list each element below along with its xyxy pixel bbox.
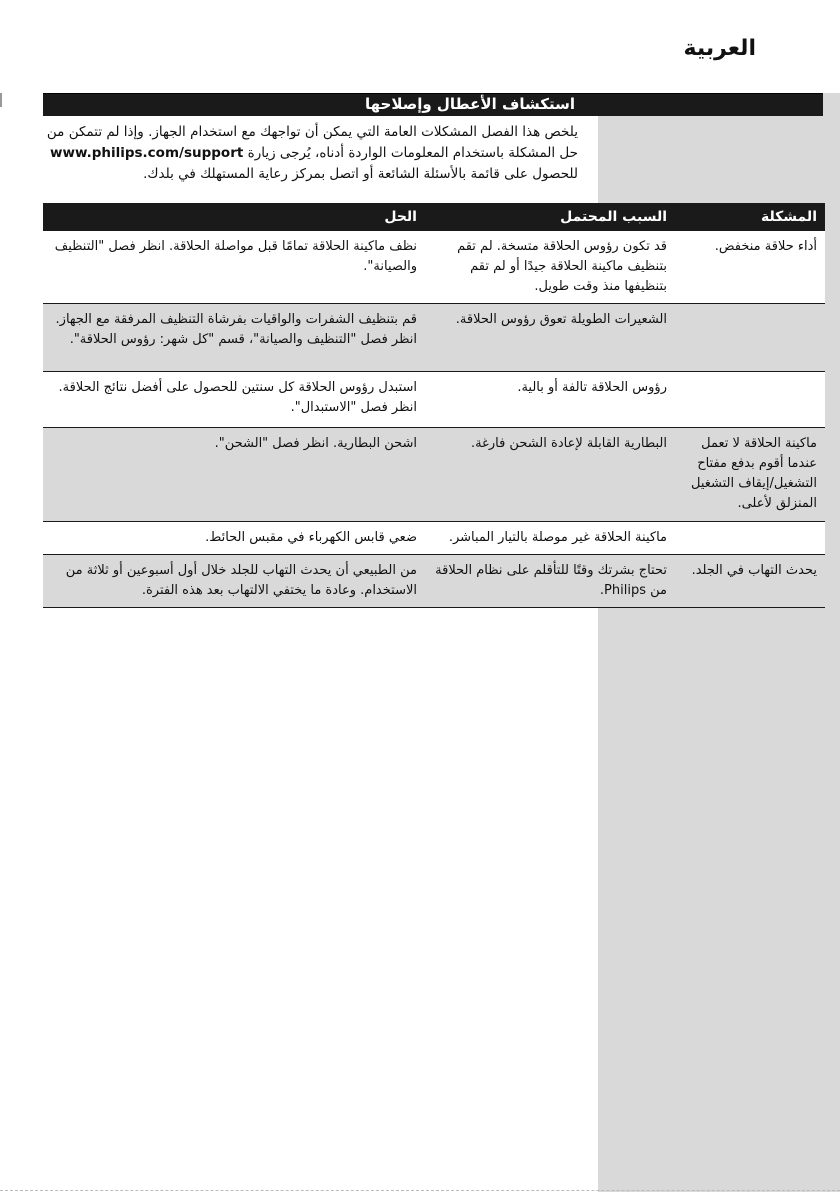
header-cause: السبب المحتمل [425,203,675,231]
solution-cell: قم بتنظيف الشفرات والواقيات بفرشاة التنظيف المرفقة مع الجهاز. انظر فصل "التنظيف والصيانة"، قسم "كل شهر: رؤوس الحلاقة". [43,304,425,372]
section-title: استكشاف الأعطال وإصلاحها [364,95,575,113]
table-row [43,372,825,428]
header-problem: المشكلة [675,203,825,231]
troubleshooting-table [43,203,825,608]
problem-cell [675,522,825,555]
intro-paragraph [43,122,578,185]
problem-cell [675,372,825,428]
cause-cell: الشعيرات الطويلة تعوق رؤوس الحلاقة. [425,304,675,372]
section-header-bar [43,93,823,116]
problem-cell [675,304,825,372]
intro-line-3: للحصول على قائمة بالأسئلة الشائعة أو اتصل بمركز رعاية المستهلك في بلدك. [143,166,578,182]
cause-cell: قد تكون رؤوس الحلاقة متسخة. لم تقم بتنظيف ماكينة الحلاقة جيدًا أو لم تقم بتنظيفها منذ وقت طويل. [425,231,675,304]
intro-line-2 [43,143,578,164]
problem-cell: أداء حلاقة منخفض. [675,231,825,304]
language-label: العربية [683,36,756,61]
solution-cell: استبدل رؤوس الحلاقة كل سنتين للحصول على أفضل نتائج الحلاقة. انظر فصل "الاستبدال". [43,372,425,428]
margin-tick [0,93,2,107]
cause-cell: تحتاج بشرتك وقتًا للتأقلم على نظام الحلاقة من Philips. [425,555,675,608]
solution-cell: ضعي قابس الكهرباء في مقبس الحائط. [43,522,425,555]
cause-cell: البطارية القابلة لإعادة الشحن فارغة. [425,428,675,522]
table-row [43,231,825,304]
solution-cell: نظف ماكينة الحلاقة تمامًا قبل مواصلة الحلاقة. انظر فصل "التنظيف والصيانة". [43,231,425,304]
solution-cell: اشحن البطارية. انظر فصل "الشحن". [43,428,425,522]
table-row [43,555,825,608]
problem-cell: يحدث التهاب في الجلد. [675,555,825,608]
table-row [43,428,825,522]
table-row [43,304,825,372]
header-solution: الحل [43,203,425,231]
cause-cell: ماكينة الحلاقة غير موصلة بالتيار المباشر. [425,522,675,555]
table-header-row [43,203,825,231]
intro-line-1: يلخص هذا الفصل المشكلات العامة التي يمكن أن تواجهك مع استخدام الجهاز. وإذا لم تتمكن من [46,124,578,140]
table-row [43,522,825,555]
intro-line-2-text: حل المشكلة باستخدام المعلومات الواردة أدناه، يُرجى زيارة [247,145,578,161]
solution-cell: من الطبيعي أن يحدث التهاب للجلد خلال أول أسبوعين أو ثلاثة من الاستخدام. وعادة ما يختفي الالتهاب بعد هذه الفترة. [43,555,425,608]
cause-cell: رؤوس الحلاقة تالفة أو بالية. [425,372,675,428]
problem-cell: ماكينة الحلاقة لا تعمل عندما أقوم بدفع مفتاح التشغيل/إيقاف التشغيل المنزلق لأعلى. [675,428,825,522]
support-url-link[interactable]: www.philips.com/support [50,145,244,161]
